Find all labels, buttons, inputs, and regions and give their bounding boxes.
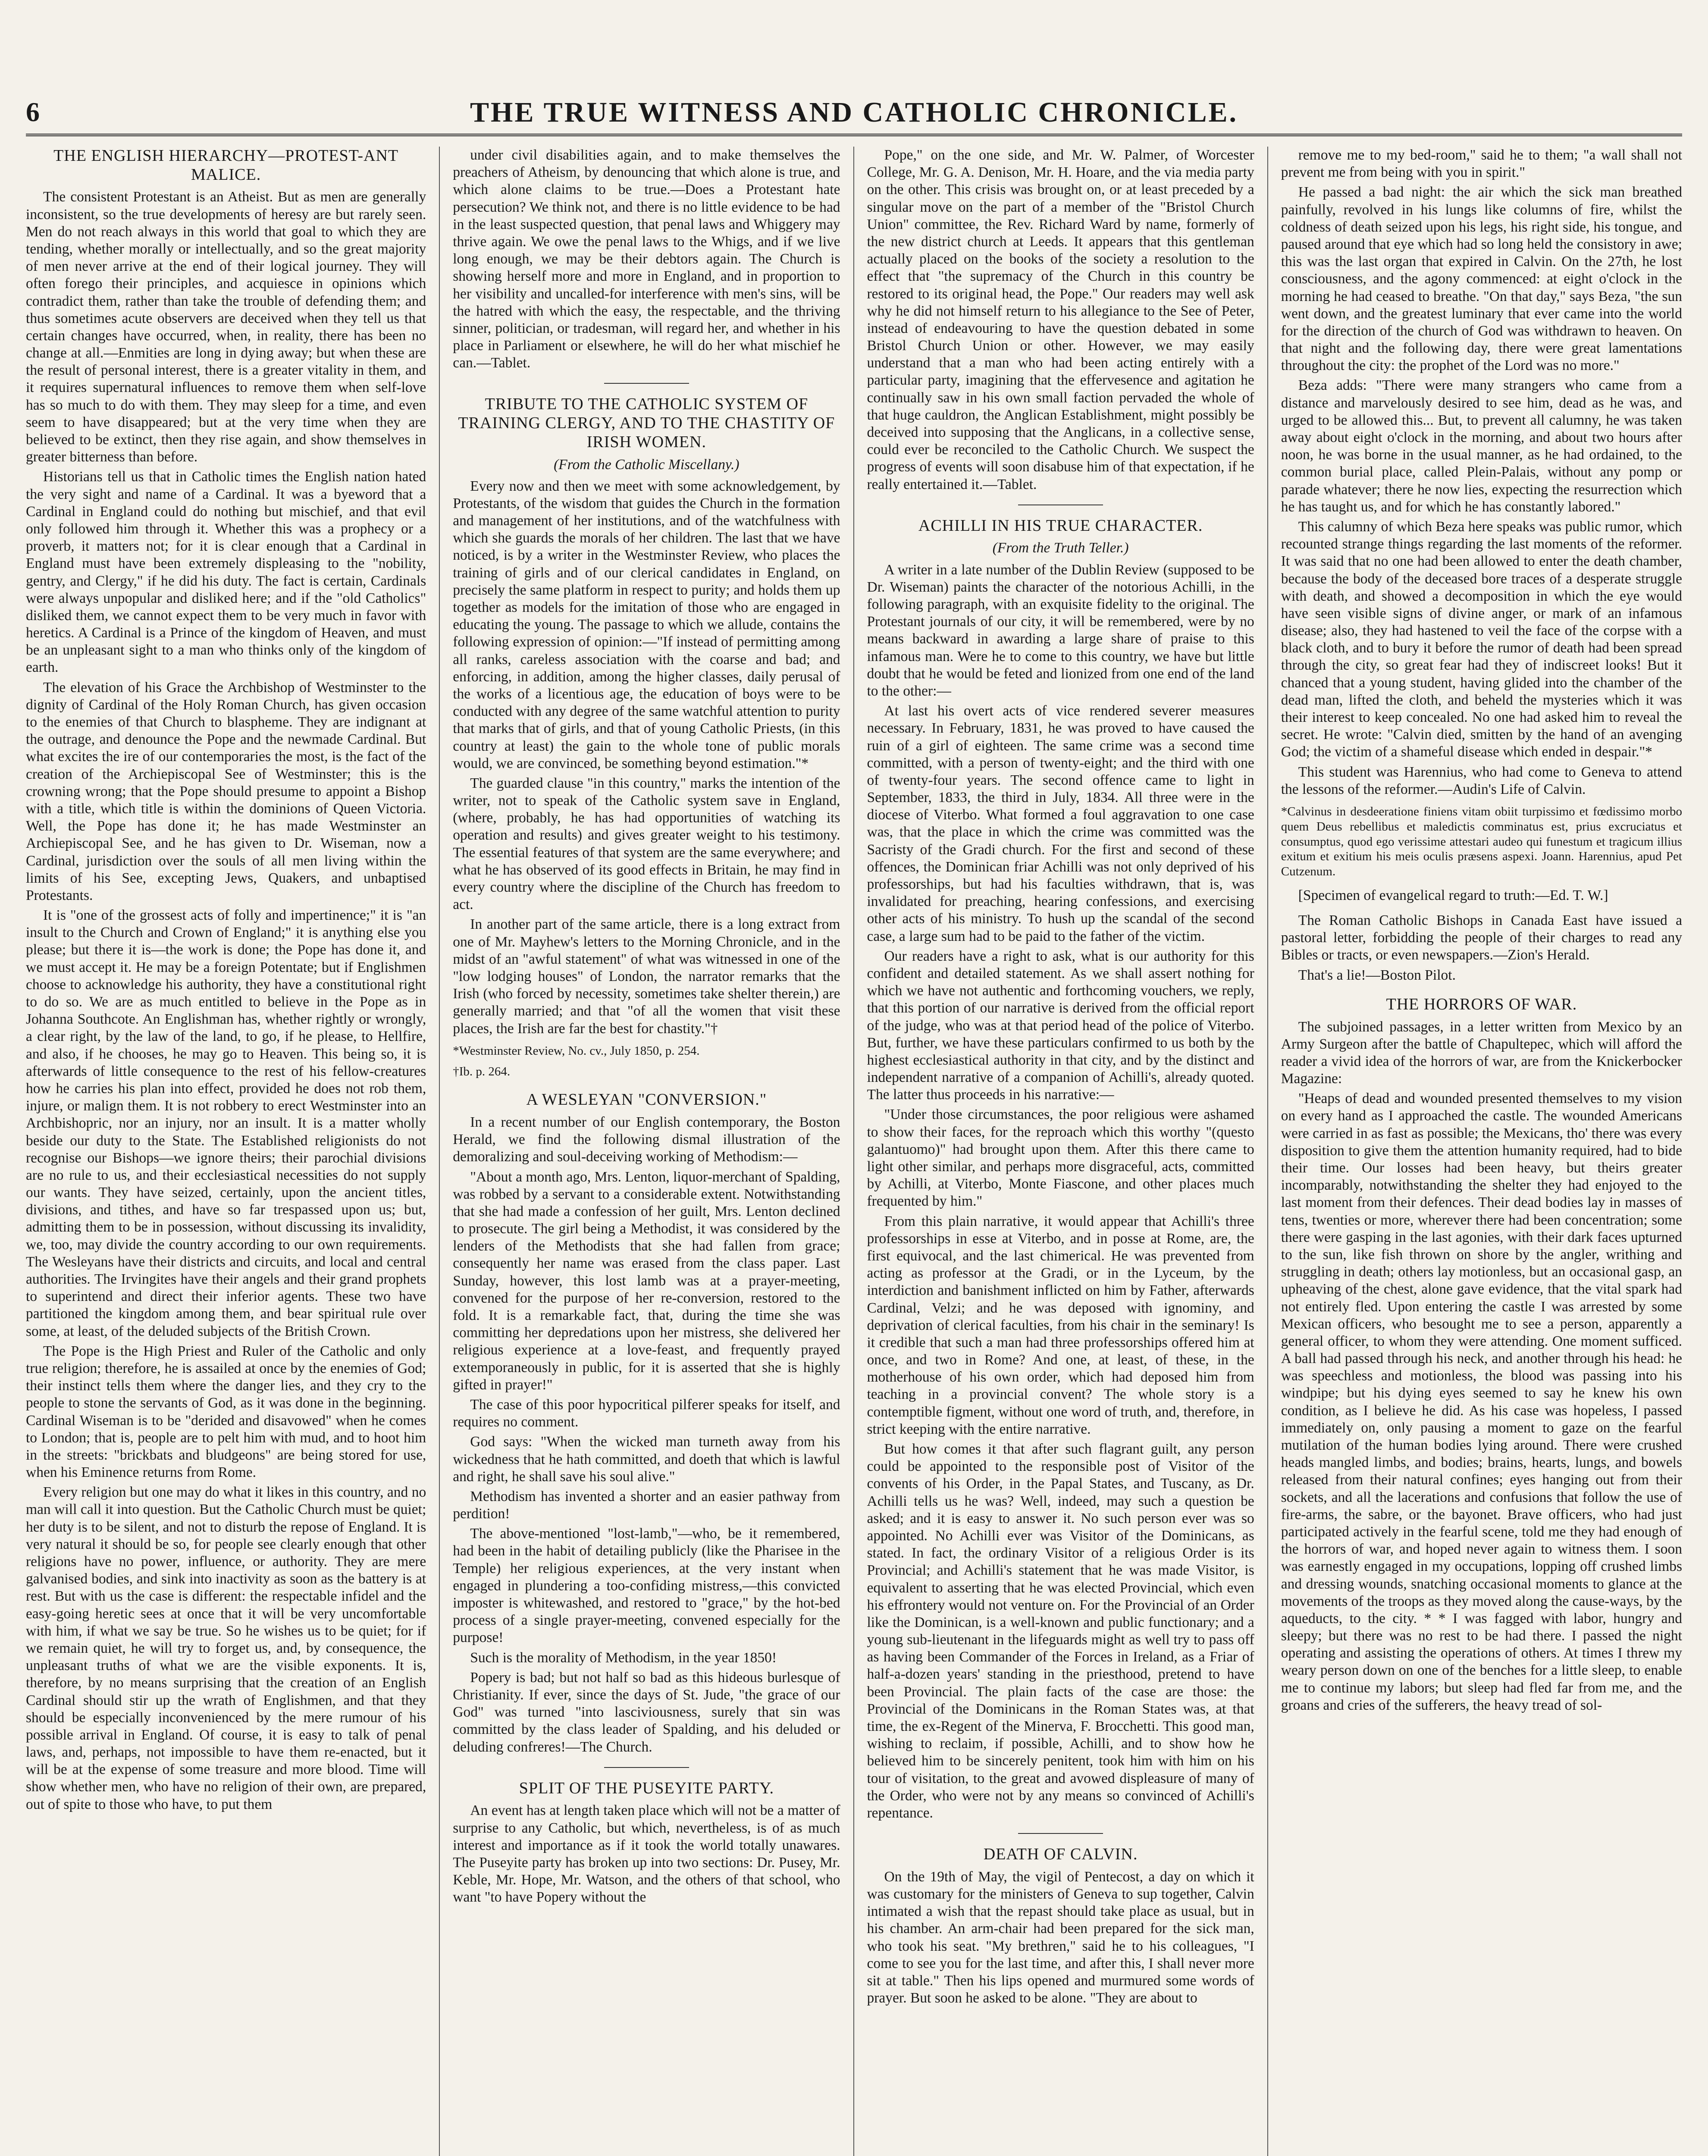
article-heading-horrors-of-war: THE HORRORS OF WAR. <box>1386 995 1577 1013</box>
paragraph: God says: "When the wicked man turneth away from his wickedness that he hath committed, and doeth that which is lawful and right, he shall save his soul alive." <box>453 1434 840 1485</box>
paragraph: remove me to my bed-room," said he to them; "a wall shall not prevent me from being with you in spirit." <box>1281 147 1682 181</box>
paragraph: The subjoined passages, in a letter written from Mexico by an Army Surgeon after the battle of Chapultepec, which will afford the reader a vivid idea of the horrors of war, are from the Knickerbocker Magazine: <box>1281 1018 1682 1087</box>
newspaper-title: THE TRUE WITNESS AND CATHOLIC CHRONICLE. <box>470 97 1238 128</box>
article-heading-calvin: DEATH OF CALVIN. <box>983 1845 1138 1864</box>
column-1 <box>26 147 440 2156</box>
paragraph: This student was Harennius, who had come to Geneva to attend the lessons of the reformer.—Audin's Life of Calvin. <box>1281 764 1682 797</box>
footnote: †Ib. p. 264. <box>453 1065 511 1079</box>
paragraph: The Pope is the High Priest and Ruler of the Catholic and only true religion; therefore, he is assailed at once by the enemies of God; their instinct tells them where the danger lies, and they cry to the people to stone the servants of God, as it was done in the beginning. Cardinal Wiseman is to be "derided and disavowed" when he comes to London; that is, people are to pelt him with mud, and to hoot him in the streets: "brickbats and bludgeons" are being stored for use, when his Eminence returns from Rome. <box>26 1343 426 1481</box>
paragraph: "Under those circumstances, the poor religious were ashamed to show their faces, for the reproach which this worthy "(questo galantuomo)" had brought upon them. After this there came to light other similar, and perhaps more disgraceful, acts, committed by Achilli, at Viterbo, Monte Fiascone, and other places much frequented by him." <box>867 1106 1254 1210</box>
article-heading-english-hierarchy: THE ENGLISH HIERARCHY—PROTEST-ANT MALICE. <box>53 147 399 184</box>
article-columns <box>26 147 1682 2156</box>
paragraph: The case of this poor hypocritical pilferer speaks for itself, and requires no comment. <box>453 1396 840 1430</box>
paragraph: In a recent number of our English contemporary, the Boston Herald, we find the following dismal illustration of the demoralizing and soul-deceiving working of Methodism:— <box>453 1114 840 1165</box>
editor-note: [Specimen of evangelical regard to truth:—Ed. T. W.] <box>1298 887 1608 903</box>
masthead <box>26 93 1682 136</box>
article-heading-puseyite: SPLIT OF THE PUSEYITE PARTY. <box>519 1779 774 1797</box>
paragraph: This calumny of which Beza here speaks was public rumor, which recounted strange things regarding the last moments of the reformer. It was said that no one had been allowed to enter the death chamber, because the body of the deceased bore traces of a desperate struggle with death, and showed a decomposition in which the eye would have seen visible signs of divine anger, or mark of an infamous disease; also, they had hastened to veil the face of the corpse with a black cloth, and to bury it before the rumor of death had been spread through the city, so great fear had they of indiscreet looks! But it chanced that a young student, having glided into the chamber of the dead man, lifted the cloth, and beheld the mysteries which it was their interest to keep concealed. No one had asked him to reveal the secret. He wrote: "Calvin died, smitten by the hand of an avenging God; the victim of a shameful disease which ended in despair."* <box>1281 518 1682 760</box>
paragraph: under civil disabilities again, and to make themselves the preachers of Atheism, by denouncing that which alone is true, and which alone claims to be true.—Does a Protestant hate persecution? We think not, and there is no little evidence to be had in the least suspected question, that penal laws and Whiggery may thrive again. We owe the penal laws to the Whigs, and if we live long enough, we may be their debtors again. The Church is showing herself more and more in England, and in proportion to her visibility and uncalled-for interference with men's sins, will be the hatred with which the easy, the respectable, and the thriving sinner, politician, or tradesman, will regard her, and whether in his place in Parliament or elsewhere, he will do her what mischief he can.—Tablet. <box>453 147 840 371</box>
paragraph: Such is the morality of Methodism, in the year 1850! <box>470 1649 777 1666</box>
paragraph: Popery is bad; but not half so bad as this hideous burlesque of Christianity. If ever, since the days of St. Jude, "the grace of our God" was turned "into lasciviousness, surely that sin was committed by the class leader of Spalding, and his deluded or deluding confreres!—The Church. <box>453 1669 840 1755</box>
paragraph: From this plain narrative, it would appear that Achilli's three professorships in esse at Viterbo, and in posse at Rome, are, the first equivocal, and the last chimerical. He was prevented from acting as professor at the Gradi, or in the Lyceum, by the interdiction and banishment inflicted on him by Father, afterwards Cardinal, Velzi; and he was deposed with ignominy, and deprivation of clerical faculties, from his chair in the seminary! Is it credible that such a man had three professorships offered him at once, and two in Rome? And one, at least, of these, in the motherhouse of his own order, which had deposed him from teaching in a provincial convent? The whole story is a contemptible figment, without one word of truth, and, therefore, in strict keeping with the entire narrative. <box>867 1213 1254 1437</box>
paragraph: The above-mentioned "lost-lamb,"—who, be it remembered, had been in the habit of detailing publicly (like the Pharisee in the Temple) her religious experiences, at the very instant when engaged in plundering a too-confiding mistress,—this convicted imposter is whitewashed, and restored to "grace," by the hot-bed process of a single prayer-meeting, convened especially for the purpose! <box>453 1526 840 1646</box>
divider <box>604 1767 689 1768</box>
footnote: *Calvinus in desdeeratione finiens vitam obiit turpissimo et fœdissimo morbo quem Deus rebellibus et maledictis comminatus est, prius excruciatus et consumptus, quod ego verissime attestari audeo qui funestum et tragicum illius exitum et exitium his meis oculis præsens aspexi. Joann. Harennius, apud Pet Cutzenum. <box>1281 804 1682 879</box>
paragraph: It is "one of the grossest acts of folly and impertinence;" it is "an insult to the Church and Crown of England;" it is anything else you please; but there it is—the work is done; the Pope has done it, and we must accept it. He may be a foreign Potentate; but if Englishmen choose to acknowledge his authority, they have a constitutional right to do so. We are as much entitled to believe in the Pope as in Johanna Southcote. An Englishman has, whether rightly or wrongly, a clear right, by the law of the land, to go, if he please, to Hellfire, and also, if he chooses, he may go to Heaven. This being so, it is afterwards of little consequence to the rest of his fellow-creatures how he carries his plan into effect, provided he does not rob them, injure, or malign them. It is not robbery to erect Westminster into an Archbishopric, nor an injury, nor an insult. It is a matter wholly beside our duty to the State. The Established religionists do not recognise our Bishops—we ignore theirs; their parochial divisions are no rule to us, and their ecclesiastical necessities do not supply our wants. They have seized, certainly, upon the ancient titles, divisions, and tithes, and have so far trespassed upon us; but, admitting them to be in possession, without discussing its invalidity, we, too, may divide the country according to our own requirements. The Wesleyans have their districts and circuits, and local and central authorities. The Irvingites have their angels and their grand prophets to superintend and direct their inferior agents. These two have partitioned the kingdom among them, and bear spiritual rule over some, at least, of the deluded subjects of the British Crown. <box>26 907 426 1339</box>
paragraph: At last his overt acts of vice rendered severer measures necessary. In February, 1831, he was proved to have caused the ruin of a girl of eighteen. The same crime was a second time committed, with a person of twenty-eight; and the third with one of twenty-four years. The second offence came to light in September, 1833, the third in July, 1834. All three were in the diocese of Viterbo. What formed a foul aggravation to one case was, that the place in which the crime was committed was the Sacristy of the Gradi church. For the first and second of these offences, the Dominican friar Achilli was not only deprived of his professorships, but had his faculties withdrawn, that is, was invalidated for preaching, hearing confessions, and exercising other acts of his ministry. To hush up the scandal of the second case, a large sum had to be paid to the father of the victim. <box>867 703 1254 944</box>
paragraph: He passed a bad night: the air which the sick man breathed painfully, revolved in his lungs like columns of fire, whilst the coldness of death seized upon his legs, his right side, his tongue, and paused around that eye which had so long held the consistory in awe; this was the last organ that expired in Calvin. On the 27th, he lost consciousness, and the agony commenced: at eight o'clock in the morning he had ceased to breathe. "On that day," says Beza, "the sun went down, and the greatest luminary that ever came into the world for the direction of the church of God was withdrawn to heaven. On that night and the following day, there were great lamentations throughout the city: the prophet of the Lord was no more." <box>1281 184 1682 374</box>
footnote: *Westminster Review, No. cv., July 1850, p. 254. <box>453 1044 700 1058</box>
paragraph: "About a month ago, Mrs. Lenton, liquor-merchant of Spalding, was robbed by a servant to a considerable extent. Notwithstanding that she had made a confession of her guilt, Mrs. Lenton declined to prosecute. The girl being a Methodist, it was considered by the lenders of the Methodists that she had fallen from grace; consequently her name was erased from the class paper. Last Sunday, however, this lost lamb was at a prayer-meeting, convened for the purpose of her re-conversion, restored to the fold. It is a remarkable fact, that, during the time she was committing her depredations upon her mistress, she delivered her religious experience at a love-feast, and frequently prayed extemporaneously in public, for it is asserted that she is highly gifted in prayer!" <box>453 1169 840 1393</box>
paragraph: "Heaps of dead and wounded presented themselves to my vision on every hand as I approached the castle. The wounded Americans were carried in as fast as possible; the Mexicans, tho' there was every disposition to give them the attention humanity required, had to bide their time. Our losses had been heavy, but theirs greater incomparably, notwithstanding the shelter they had enjoyed to the last moment from their defences. Their dead bodies lay in masses of tens, twenties or more, wherever there had been concentration; some there were gasping in the last agonies, with their dark faces upturned to the sun, like fish thrown on shore by the angler, writhing and struggling in death; others lay motionless, but an occasional gasp, an upheaving of the chest, alone gave evidence, that the vital spark had not entirely fled. Upon entering the castle I was arrested by some Mexican officers, who besought me to see a person, apparently a general officer, to whom they were attending. One moment sufficed. A ball had passed through his neck, and another through his head: he was speechless and motionless, the blood was passing into his windpipe; but his dying eyes seemed to say he knew his own condition, as I believe he did. As his case was hopeless, I passed immediately on, only pausing a moment to gaze on the fearful mutilation of the human bodies lying around. There were crushed heads mangled limbs, and bodies; brains, hearts, lungs, and bowels released from their natural confines; eyes hanging out from their sockets, and all the lacerations and confusions that follow the use of fire-arms, the sabre, or the bayonet. Brave officers, who had just participated actively in the fearful scene, told me they had enough of the horrors of war, and hoped never again to witness them. I soon was earnestly engaged in my occupations, lopping off crushed limbs and dressing wounds, snatching occasional moments to glance at the movements of the troops as they moved along the cause-ways, by the aqueducts, to the city. * * I was fagged with labor, hungry and sleepy; but there was no rest to be had there. I passed the night operating and assisting the operations of others. At times I threw my weary person down on one of the benches for a little sleep, to enable me to continue my labors; but sleep had fled far from me, and the groans and cries of the sufferers, the heavy tread of sol- <box>1281 1091 1682 1713</box>
paragraph: The guarded clause "in this country," marks the intention of the writer, not to speak of the Catholic system save in England, (where, probably, he has had opportunities of watching its operation and results) and gives greater weight to his testimony. The essential features of that system are the same everywhere; and what he has observed of its good effects in Britain, he may find in every country where the discipline of the Church has freedom to act. <box>453 775 840 913</box>
paragraph: Beza adds: "There were many strangers who came from a distance and marvelously desired to see him, dead as he was, and urged to be allowed this... But, to prevent all calumny, he was taken away about eight o'clock in the morning, and about two hours after noon, he was borne in the usual manner, as he had ordained, to the common burial place, called Plein-Palais, without any pomp or parade whatever; there he now lies, expecting the resurrection which he has taught us, and for which he has constantly labored." <box>1281 377 1682 515</box>
paragraph: Our readers have a right to ask, what is our authority for this confident and detailed statement. As we shall assert nothing for which we have not authentic and forthcoming vouchers, we reply, that this portion of our narrative is derived from the official report of the judge, who was at that period head of the police of Viterbo. But, further, we have these particulars confirmed to us both by the highest ecclesiastical authority in that city, and by the distinct and independent narrative of a companion of Achilli's, already quoted. The latter thus proceeds in his narrative:— <box>867 948 1254 1103</box>
divider <box>1018 1833 1103 1834</box>
paragraph: But how comes it that after such flagrant guilt, any person could be appointed to the responsible post of Visitor of the convents of his Order, in the Papal States, and Tuscany, as Dr. Achilli tells us he was? Well, indeed, may such a question be asked; and it is easy to answer it. No such person ever was so appointed. No Achilli ever was Visitor of the Dominicans, as stated. In fact, the ordinary Visitor of a religious Order is its Provincial; and Achilli's statement that he was made Visitor, is equivalent to asserting that he was elected Provincial, which even his effrontery would not venture on. For the Provincial of an Order like the Dominican, is a well-known and public functionary; and a young sub-lieutenant in the lifeguards might as well try to pass off as having been Commander of the Forces in Ireland, as a Friar of half-a-dozen years' standing in the priesthood, pretend to have been Provincial. The plain facts of the case are those: the Provincial of the Dominicans in the Roman States was, at that time, the ex-Regent of the Minerva, F. Brocchetti. This good man, wishing to reclaim, if possible, Achilli, and to show how he believed him to be sincerely penitent, took him with him on his tour of visitation, to the great and avowed displeasure of many of the Order, who were not by any means so convinced of Achilli's repentance. <box>867 1441 1254 1821</box>
paragraph: An event has at length taken place which will not be a matter of surprise to any Catholic, but which, nevertheless, is of as much interest and importance as if it took the world totally unawares. The Puseyite party has broken up into two sections: Dr. Pusey, Mr. Keble, Mr. Hope, Mr. Watson, and the others of that school, who want "to have Popery without the <box>453 1802 840 1905</box>
paragraph: A writer in a late number of the Dublin Review (supposed to be Dr. Wiseman) paints the character of the notorious Achilli, in the following paragraph, with an exquisite fidelity to the original. The Protestant journals of our city, it will be remembered, were by no means backward in awarding a large share of praise to this infamous man. Were he to come to this country, we have but little doubt that he would be feted and lionized from one end of the land to the other:— <box>867 561 1254 699</box>
article-heading-wesleyan: A WESLEYAN "CONVERSION." <box>526 1091 767 1109</box>
paragraph: That's a lie!—Boston Pilot. <box>1298 967 1456 983</box>
paragraph: In another part of the same article, there is a long extract from one of Mr. Mayhew's letters to the Morning Chronicle, and in the midst of an "awful statement" of what was witnessed in one of the "low lodging houses" of London, the narrator remarks that the Irish (who forced by necessity, sometimes take shelter therein,) are generally married; and that "of all the women that visit these places, the Irish are far the best for chastity."† <box>453 916 840 1037</box>
article-heading-achilli: ACHILLI IN HIS TRUE CHARACTER. <box>918 516 1203 535</box>
divider <box>604 383 689 384</box>
paragraph: Every now and then we meet with some acknowledgement, by Protestants, of the wisdom that guides the Church in the formation and management of her institutions, and of the watchfulness with which she guards the morals of her children. The last that we have noticed, is by a writer in the Westminster Review, who places the training of girls and of our clerical candidates in England, on precisely the same platform in respect to purity; and holds them up together as models for the imitation of those who are engaged in educating the young. The passage to which we allude, contains the following expression of opinion:—"If instead of permitting among all ranks, careless association with the coarse and bad; and enforcing, in addition, among the higher classes, daily perusal of the works of a licentious age, the education of boys were to be conducted with any degree of the same watchful attention to purity that marks that of girls, and that of young Catholic Priests, (in this country at least) the gain to the whole tone of public morals would, we are convinced, be something beyond estimation."* <box>453 478 840 771</box>
column-3 <box>854 147 1268 2156</box>
paragraph: The Roman Catholic Bishops in Canada East have issued a pastoral letter, forbidding the people of their charges to read any Bibles or tracts, or even newspapers.—Zion's Herald. <box>1281 912 1682 963</box>
paragraph: The elevation of his Grace the Archbishop of Westminster to the dignity of Cardinal of the Holy Roman Church, has given occasion to the enemies of that Church to blaspheme. They are indignant at the outrage, and denounce the Pope and the newmade Cardinal. But what excites the ire of our contemporaries the most, is the fact of the creation of the Archiepiscopal See of Westminster; this is the crowning wrong; that the Pope should presume to appoint a Bishop with a title, which title is within the dominions of Queen Victoria. Well, the Pope has done it; he has made Westminster an Archiepiscopal See, and he has given to Dr. Wiseman, now a Cardinal, jurisdiction over the souls of all men living within the limits of his See, excepting Jews, Quakers, and unbaptised Protestants. <box>26 679 426 903</box>
article-source: (From the Truth Teller.) <box>992 540 1129 556</box>
paragraph: The consistent Protestant is an Atheist. But as men are generally inconsistent, so the true developments of heresy are but rarely seen. Men do not reach always in this world that goal to which they are tending, whether morally or intellectually, and so the great majority of men never arrive at the end of their logical journey. They will often forego their principles, and acquiesce in opinions which contradict them, rather than take the trouble of defending them; and thus sometimes acute observers are deceived when they tell us that certain changes have occurred, when, in reality, there has been no change at all.—Enmities are long in dying away; but when these are the result of personal interest, there is a greater vitality in them, and it requires supernatural influences to remove them when self-love has so much to do with them. They may sleep for a time, and even seem to have disappeared; but at the very time when they are believed to be extinct, then they rise again, and show themselves in greater bitterness than before. <box>26 189 426 465</box>
paragraph: On the 19th of May, the vigil of Pentecost, a day on which it was customary for the ministers of Geneva to sup together, Calvin intimated a wish that the repast should take place as usual, but in his chamber. An arm-chair had been prepared for the sick man, who took his seat. "My brethren," said he to his colleagues, "I come to see you for the last time, and after this, I shall never more sit at table." Then his lips opened and murmured some words of prayer. But soon he asked to be alone. "They are about to <box>867 1868 1254 2006</box>
paragraph: Pope," on the one side, and Mr. W. Palmer, of Worcester College, Mr. G. A. Denison, Mr. H. Hoare, and the via media party on the other. This crisis was brought on, or at least preceded by a singular move on the part of a member of the "Bristol Church Union" committee, the Rev. Richard Ward by name, formerly of the new district church at Leeds. It appears that this gentleman actually placed on the books of the society a resolution to the effect that "the supremacy of the Church in this country be restored to its original head, the Pope." Our readers may well ask why he did not himself return to his allegiance to the See of Peter, instead of endeavouring to have the question debated in some Bristol Church Union or other. However, we may easily understand that a man who had been acting entirely with a particular party, imagining that the effervesence and agitation he continually saw in his own small faction pervaded the whole of that huge cauldron, the Anglican Establishment, might possibly be deceived into supposing that the Anglicans, in a collective sense, could ever be reconciled to the Catholic Church. We suspect the progress of events will soon disabuse him of that expectation, if he really entertained it.—Tablet. <box>867 147 1254 492</box>
article-source: (From the Catholic Miscellany.) <box>554 456 740 473</box>
column-2 <box>440 147 854 2156</box>
paragraph: Methodism has invented a shorter and an easier pathway from perdition! <box>453 1488 840 1522</box>
column-4 <box>1268 147 1682 2156</box>
page-number: 6 <box>26 97 40 127</box>
paragraph: Historians tell us that in Catholic times the English nation hated the very sight and name of a Cardinal. It was a byeword that a Cardinal in England could do nothing but mischief, and that evil only followed him through it. Whether this was a prophecy or a proverb, it matters not; for it is clear enough that a Cardinal in England must have been extremely displeasing to the "nobility, gentry, and Clergy," if he did his duty. The fact is certain, Cardinals were always unpopular and disliked here; and if the "old Catholics" disliked them, we cannot expect them to be very much in favor with heretics. A Cardinal is a Prince of the kingdom of Heaven, and must be an unpleasant sight to a man who thinks only of the kingdom of earth. <box>26 469 426 676</box>
paragraph: Every religion but one may do what it likes in this country, and no man will call it into question. But the Catholic Church must be quiet; her duty is to be silent, and not to disturb the repose of England. It is very natural it should be so, for people see clearly enough that other religions have no power, influence, or authority. They are mere galvanised bodies, and sink into inactivity as soon as the battery is at rest. But with us the case is different: the respectable infidel and the easy-going heretic sees at once that it will be very uncomfortable with him, if what we say be true. So he wishes us to be quiet; for if we remain quiet, he will try to forget us, and, by consequence, the unpleasant truths of what we are the visible exponents. It is, therefore, by no means surprising that the creation of an English Cardinal should stir up the wrath of Englishmen, and that they should be especially inconvenienced by the mere rumour of his possible arrival in England. Of course, it is easy to talk of penal laws, and, perhaps, not impossible to have them re-enacted, but it will be at the expense of some treasure and more blood. Time will show whether men, who have no religion of their own, are prepared, out of spite to those who have, to put them <box>26 1484 426 1812</box>
article-heading-tribute: TRIBUTE TO THE CATHOLIC SYSTEM OF TRAINING CLERGY, AND TO THE CHASTITY OF IRISH WOMEN. <box>458 395 835 451</box>
